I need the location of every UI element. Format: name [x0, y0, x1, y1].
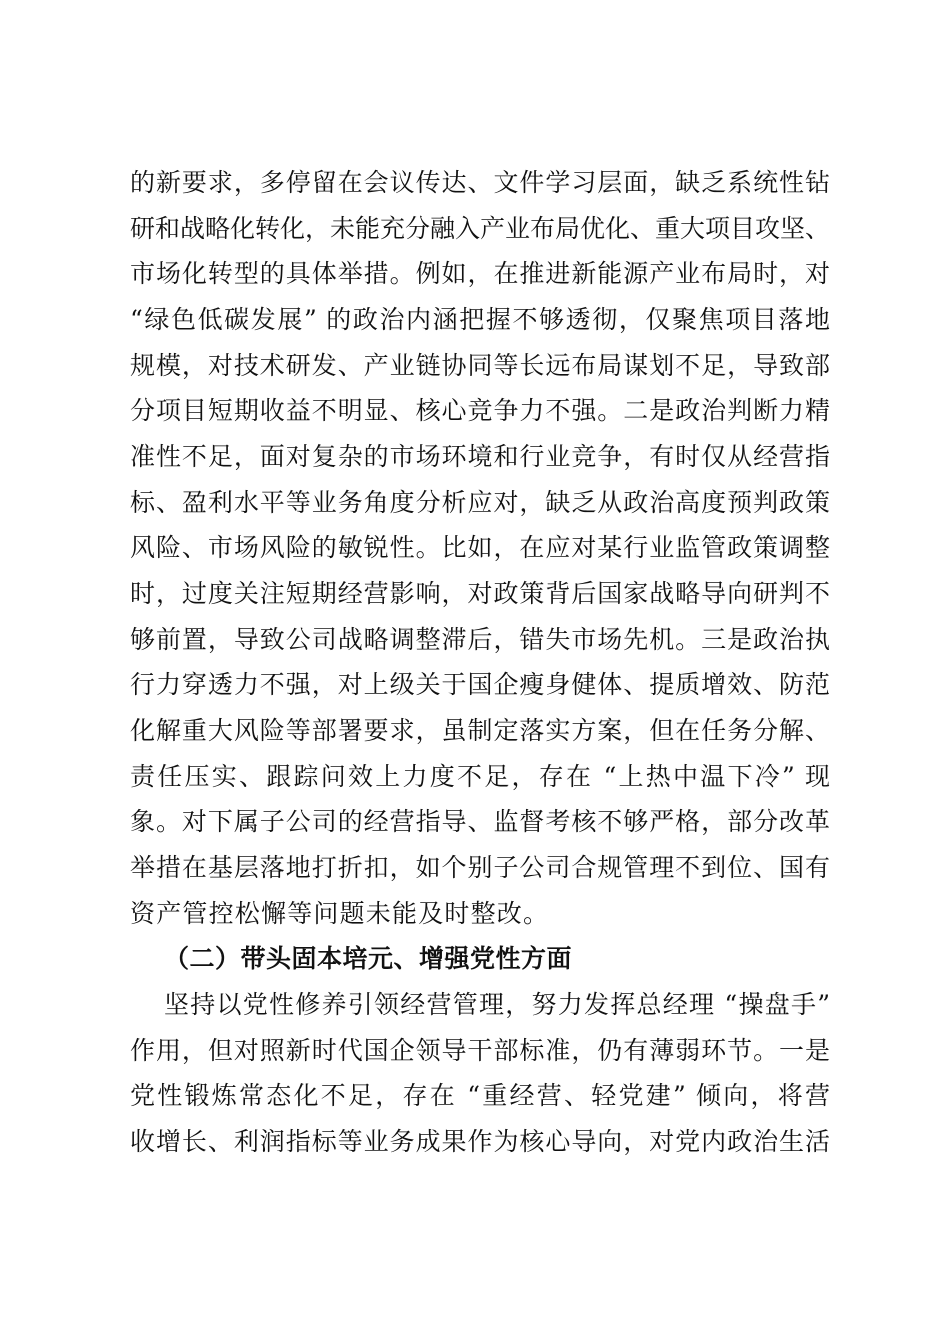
text-line: 市场化转型的具体举措。例如，在推进新能源产业布局时，对	[130, 259, 830, 288]
text-line: 标、盈利水平等业务角度分析应对，缺乏从政治高度预判政策	[130, 488, 830, 517]
text-line: 风险、市场风险的敏锐性。比如，在应对某行业监管政策调整	[130, 533, 830, 562]
text-line: 资产管控松懈等问题未能及时整改。	[130, 899, 550, 928]
text-line: 化解重大风险等部署要求，虽制定落实方案，但在任务分解、	[130, 716, 830, 745]
text-line: 坚持以党性修养引领经营管理，努力发挥总经理 “操盘手”	[164, 990, 830, 1019]
text-line: 收增长、利润指标等业务成果作为核心导向，对党内政治生活	[130, 1127, 830, 1156]
text-line: 的新要求，多停留在会议传达、文件学习层面，缺乏系统性钻	[130, 168, 830, 197]
text-line: 够前置，导致公司战略调整滞后，错失市场先机。三是政治执	[130, 625, 830, 654]
text-line: 时，过度关注短期经营影响，对政策背后国家战略导向研判不	[130, 579, 830, 608]
text-line: 责任压实、跟踪问效上力度不足，存在 “上热中温下冷” 现	[130, 762, 830, 791]
text-line: 作用，但对照新时代国企领导干部标准，仍有薄弱环节。一是	[130, 1036, 830, 1065]
section-heading: （二）带头固本培元、增强党性方面	[164, 944, 573, 973]
text-line: 分项目短期收益不明显、核心竞争力不强。二是政治判断力精	[130, 396, 830, 425]
text-line: 行力穿透力不强，对上级关于国企瘦身健体、提质增效、防范	[130, 670, 830, 699]
text-line: 举措在基层落地打折扣，如个别子公司合规管理不到位、国有	[130, 853, 830, 882]
text-line: 研和战略化转化，未能充分融入产业布局优化、重大项目攻坚、	[130, 214, 831, 243]
text-line: “绿色低碳发展” 的政治内涵把握不够透彻，仅聚焦项目落地	[130, 305, 830, 334]
text-line: 党性锻炼常态化不足，存在 “重经营、轻党建” 倾向，将营	[130, 1081, 830, 1110]
text-line: 规模，对技术研发、产业链协同等长远布局谋划不足，导致部	[130, 351, 830, 380]
text-line: 准性不足，面对复杂的市场环境和行业竞争，有时仅从经营指	[130, 442, 830, 471]
text-line: 象。对下属子公司的经营指导、监督考核不够严格，部分改革	[130, 807, 830, 836]
